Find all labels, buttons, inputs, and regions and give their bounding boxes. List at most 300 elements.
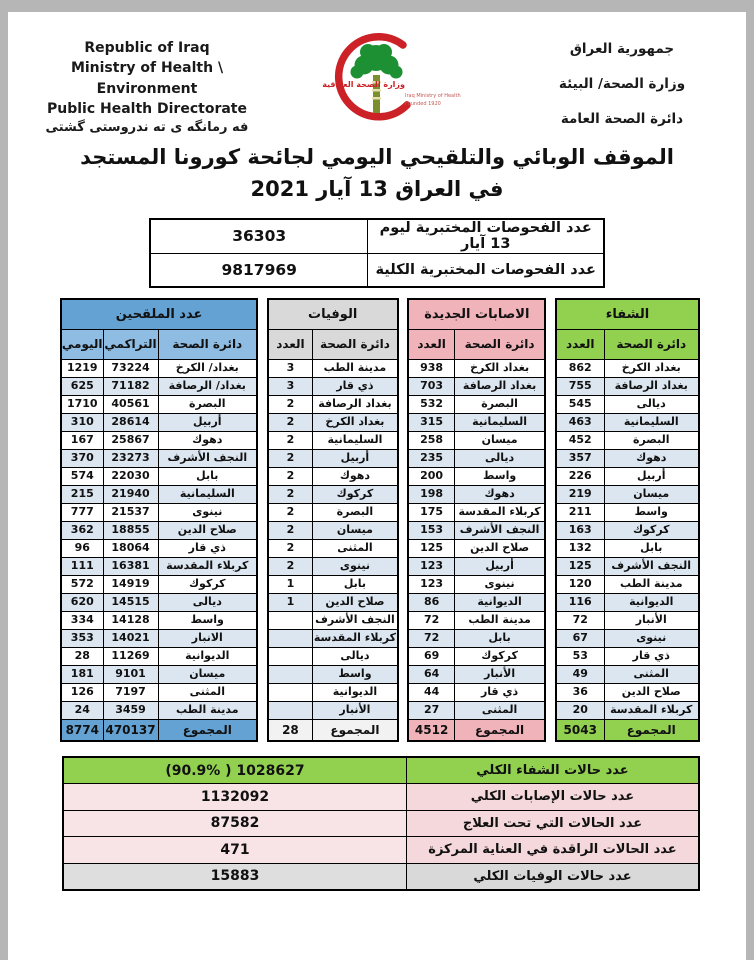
summary-row <box>63 837 699 864</box>
value-cell: 315 <box>408 413 454 431</box>
directorate-name-cell: المثنى <box>604 665 699 683</box>
directorate-name-cell: السليمانية <box>158 485 257 503</box>
table-row <box>556 521 699 539</box>
value-cell: 181 <box>61 665 103 683</box>
value-cell: 72 <box>408 629 454 647</box>
table-row <box>408 701 545 719</box>
directorate-name-cell: دهوك <box>158 431 257 449</box>
palm-tree-icon <box>351 44 403 113</box>
directorate-name-cell: بابل <box>604 539 699 557</box>
table-row <box>408 611 545 629</box>
table-row <box>61 413 257 431</box>
column-header-row <box>61 329 257 359</box>
table-row <box>408 575 545 593</box>
value-cell: 64 <box>408 665 454 683</box>
value-cell: 167 <box>61 431 103 449</box>
directorate-name-cell: نينوى <box>604 629 699 647</box>
directorate-name-cell: دهوك <box>313 467 398 485</box>
value-cell: 235 <box>408 449 454 467</box>
table-row <box>556 701 699 719</box>
value-cell: 86 <box>408 593 454 611</box>
table-title-row <box>408 299 545 329</box>
value-cell: 2 <box>268 449 313 467</box>
table-row <box>61 503 257 521</box>
column-header: اليومي <box>61 329 103 359</box>
directorate-name-cell: السليمانية <box>313 431 398 449</box>
value-cell: 755 <box>556 377 604 395</box>
value-cell: 3 <box>268 359 313 377</box>
logo-caption-founded: Founded 1920 <box>405 101 441 107</box>
value-cell: 2 <box>268 503 313 521</box>
value-cell: 111 <box>61 557 103 575</box>
table-title: الاصابات الجديدة <box>408 299 545 329</box>
value-cell: 28 <box>61 647 103 665</box>
logo-caption-english: Iraq Ministry of Health <box>405 93 461 99</box>
directorate-name-cell: ميسان <box>454 431 545 449</box>
value-cell: 2 <box>268 413 313 431</box>
summary-table <box>62 756 700 891</box>
table-row <box>556 593 699 611</box>
directorate-name-cell: كركوك <box>454 647 545 665</box>
directorate-name-cell: نينوى <box>454 575 545 593</box>
table-title-row <box>268 299 398 329</box>
value-cell: 258 <box>408 431 454 449</box>
table-row <box>268 539 398 557</box>
value-cell: 123 <box>408 557 454 575</box>
column-header: دائرة الصحة <box>158 329 257 359</box>
total-row <box>408 719 545 741</box>
directorate-name-cell: بغداد الكرخ <box>604 359 699 377</box>
directorate-name-cell: بغداد الكرخ <box>454 359 545 377</box>
value-cell: 2 <box>268 521 313 539</box>
directorate-name-cell: المثنى <box>313 539 398 557</box>
table-row <box>268 359 398 377</box>
total-label: المجموع <box>313 719 398 741</box>
table-title: الوفيات <box>268 299 398 329</box>
table-row <box>408 665 545 683</box>
table-row <box>268 557 398 575</box>
column-header-row <box>408 329 545 359</box>
total-label: المجموع <box>604 719 699 741</box>
table-row <box>268 431 398 449</box>
table-row <box>556 557 699 575</box>
directorate-name-cell: صلاح الدين <box>313 593 398 611</box>
value-cell <box>268 647 313 665</box>
table-row <box>61 485 257 503</box>
summary-value: (90.9% ) 1028627 <box>63 757 406 784</box>
directorate-name-cell: بغداد الرصافة <box>604 377 699 395</box>
directorate-name-cell: الانبار <box>158 629 257 647</box>
table-row <box>556 449 699 467</box>
directorate-name-cell: النجف الأشرف <box>158 449 257 467</box>
table-row <box>268 575 398 593</box>
directorate-name-cell: البصرة <box>454 395 545 413</box>
table-row <box>61 701 257 719</box>
value-cell: 44 <box>408 683 454 701</box>
directorate-name-cell: ديالى <box>604 395 699 413</box>
report-title-line2: في العراق 13 آيار 2021 <box>250 176 504 201</box>
directorate-name-cell: دهوك <box>604 449 699 467</box>
directorate-name-cell: صلاح الدين <box>454 539 545 557</box>
table-row <box>268 413 398 431</box>
value-cell: 334 <box>61 611 103 629</box>
value-cell: 310 <box>61 413 103 431</box>
table-row <box>556 377 699 395</box>
value-cell: 27 <box>408 701 454 719</box>
value-cell: 123 <box>408 575 454 593</box>
total-row <box>268 719 398 741</box>
table-row <box>408 431 545 449</box>
directorate-name-cell: أربيل <box>604 467 699 485</box>
directorate-name-cell: النجف الأشرف <box>454 521 545 539</box>
column-header: دائرة الصحة <box>454 329 545 359</box>
directorate-name-cell: كربلاء المقدسة <box>313 629 398 647</box>
value-cell: 96 <box>61 539 103 557</box>
directorate-name-cell: أربيل <box>158 413 257 431</box>
table-row <box>408 503 545 521</box>
table-row <box>61 539 257 557</box>
total-value-cell: 4512 <box>408 719 454 741</box>
directorate-name-cell: ميسان <box>313 521 398 539</box>
column-header: دائرة الصحة <box>604 329 699 359</box>
value-cell: 71182 <box>103 377 158 395</box>
value-cell: 126 <box>61 683 103 701</box>
table-row <box>408 485 545 503</box>
value-cell: 200 <box>408 467 454 485</box>
report-title-line1: الموقف الوبائي والتلقيحي اليومي لجائحة كورونا المستجد <box>80 145 674 169</box>
letterhead-english <box>22 30 272 138</box>
table-title: عدد الملقحين <box>61 299 257 329</box>
directorate-name-cell: واسط <box>604 503 699 521</box>
value-cell: 36 <box>556 683 604 701</box>
value-cell <box>268 629 313 647</box>
value-cell: 226 <box>556 467 604 485</box>
directorate-name-cell: مدينة الطب <box>604 575 699 593</box>
value-cell: 862 <box>556 359 604 377</box>
table-deaths-grid <box>267 298 399 742</box>
directorate-name-cell: كربلاء المقدسة <box>158 557 257 575</box>
directorate-name-cell: البصرة <box>313 503 398 521</box>
directorate-name-cell: واسط <box>454 467 545 485</box>
value-cell: 21537 <box>103 503 158 521</box>
table-vaccinated <box>62 298 258 742</box>
table-row <box>61 593 257 611</box>
table-row <box>556 431 699 449</box>
summary-row <box>63 757 699 784</box>
directorate-name-cell: أربيل <box>454 557 545 575</box>
directorate-name-cell: صلاح الدين <box>604 683 699 701</box>
value-cell: 153 <box>408 521 454 539</box>
table-recovery <box>557 298 700 742</box>
value-cell: 18064 <box>103 539 158 557</box>
value-cell: 3459 <box>103 701 158 719</box>
total-row <box>61 719 257 741</box>
summary-value: 87582 <box>63 810 406 837</box>
directorate-name-cell: بغداد/ الرصافة <box>158 377 257 395</box>
directorate-name-cell: بابل <box>313 575 398 593</box>
value-cell: 1219 <box>61 359 103 377</box>
value-cell: 2 <box>268 467 313 485</box>
value-cell: 2 <box>268 395 313 413</box>
table-row <box>268 521 398 539</box>
table-row <box>408 395 545 413</box>
value-cell: 14919 <box>103 575 158 593</box>
column-header: العدد <box>408 329 454 359</box>
table-row <box>408 377 545 395</box>
value-cell: 353 <box>61 629 103 647</box>
directorate-name-cell: كركوك <box>313 485 398 503</box>
directorate-tables <box>62 298 700 742</box>
table-title-row <box>61 299 257 329</box>
letterhead <box>8 30 746 134</box>
value-cell: 21940 <box>103 485 158 503</box>
directorate-name-cell: نينوى <box>158 503 257 521</box>
letterhead-en-line: Republic of Iraq <box>84 40 210 56</box>
total-value-cell: 5043 <box>556 719 604 741</box>
directorate-name-cell: بغداد/ الكرخ <box>158 359 257 377</box>
lab-tests-value: 36303 <box>150 219 368 253</box>
value-cell: 7197 <box>103 683 158 701</box>
directorate-name-cell: السليمانية <box>604 413 699 431</box>
value-cell: 938 <box>408 359 454 377</box>
directorate-name-cell: مدينة الطب <box>158 701 257 719</box>
directorate-name-cell: بابل <box>158 467 257 485</box>
letterhead-en-line: Ministry of Health \ Environment <box>70 60 224 97</box>
directorate-name-cell: الأنبار <box>454 665 545 683</box>
table-row <box>268 485 398 503</box>
column-header: العدد <box>556 329 604 359</box>
value-cell <box>268 701 313 719</box>
table-row <box>408 467 545 485</box>
value-cell <box>268 611 313 629</box>
letterhead-kurdish-line: فه رمانگه ی ته ندروستی گشتی <box>45 120 249 136</box>
value-cell: 49 <box>556 665 604 683</box>
value-cell: 163 <box>556 521 604 539</box>
directorate-name-cell: النجف الأشرف <box>604 557 699 575</box>
directorate-name-cell: مدينة الطب <box>313 359 398 377</box>
value-cell: 72 <box>556 611 604 629</box>
directorate-name-cell: كربلاء المقدسة <box>604 701 699 719</box>
table-row <box>556 539 699 557</box>
value-cell: 116 <box>556 593 604 611</box>
table-row <box>408 593 545 611</box>
table-row <box>61 647 257 665</box>
summary-row <box>63 863 699 890</box>
value-cell: 22030 <box>103 467 158 485</box>
table-row <box>408 413 545 431</box>
value-cell: 24 <box>61 701 103 719</box>
directorate-name-cell: كركوك <box>158 575 257 593</box>
column-header-row <box>268 329 398 359</box>
value-cell: 625 <box>61 377 103 395</box>
table-row <box>268 611 398 629</box>
value-cell: 53 <box>556 647 604 665</box>
table-row <box>556 503 699 521</box>
table-row <box>268 449 398 467</box>
value-cell: 16381 <box>103 557 158 575</box>
directorate-name-cell: بغداد الكرخ <box>313 413 398 431</box>
directorate-name-cell: صلاح الدين <box>158 521 257 539</box>
summary-label: عدد حالات الشفاء الكلي <box>406 757 699 784</box>
lab-tests-row <box>150 253 604 287</box>
lab-tests-label: عدد الفحوصات المختبرية ليوم 13 آيار <box>368 219 604 253</box>
directorate-name-cell: الديوانية <box>454 593 545 611</box>
value-cell: 532 <box>408 395 454 413</box>
table-row <box>268 503 398 521</box>
value-cell: 198 <box>408 485 454 503</box>
summary-label: عدد حالات الإصابات الكلي <box>406 784 699 811</box>
value-cell: 23273 <box>103 449 158 467</box>
directorate-name-cell: بغداد الرصافة <box>313 395 398 413</box>
value-cell: 175 <box>408 503 454 521</box>
directorate-name-cell: الديوانية <box>313 683 398 701</box>
value-cell <box>268 683 313 701</box>
directorate-name-cell: الأنبار <box>604 611 699 629</box>
value-cell: 28614 <box>103 413 158 431</box>
lab-tests-row <box>150 219 604 253</box>
table-row <box>61 665 257 683</box>
value-cell: 463 <box>556 413 604 431</box>
table-row <box>61 377 257 395</box>
table-deaths <box>269 298 399 742</box>
table-row <box>556 359 699 377</box>
directorate-name-cell: واسط <box>313 665 398 683</box>
value-cell: 357 <box>556 449 604 467</box>
table-row <box>61 575 257 593</box>
directorate-name-cell: ديالى <box>454 449 545 467</box>
value-cell: 620 <box>61 593 103 611</box>
directorate-name-cell: ميسان <box>158 665 257 683</box>
table-row <box>408 647 545 665</box>
table-recovery-grid <box>555 298 700 742</box>
value-cell: 9101 <box>103 665 158 683</box>
value-cell: 73224 <box>103 359 158 377</box>
total-label: المجموع <box>454 719 545 741</box>
value-cell: 2 <box>268 431 313 449</box>
table-vaccinated-grid <box>60 298 258 742</box>
directorate-name-cell: نينوى <box>313 557 398 575</box>
table-row <box>61 557 257 575</box>
table-row <box>268 593 398 611</box>
directorate-name-cell: كركوك <box>604 521 699 539</box>
report-page <box>8 12 746 960</box>
summary-label: عدد حالات الوفيات الكلي <box>406 863 699 890</box>
lab-tests-table <box>149 218 605 288</box>
directorate-name-cell: المثنى <box>158 683 257 701</box>
letterhead-ar-line: دائرة الصحة العامة <box>560 111 684 128</box>
lab-tests-label: عدد الفحوصات المختبرية الكلية <box>368 253 604 287</box>
table-row <box>61 611 257 629</box>
value-cell: 11269 <box>103 647 158 665</box>
summary-value: 15883 <box>63 863 406 890</box>
value-cell: 3 <box>268 377 313 395</box>
table-row <box>61 431 257 449</box>
directorate-name-cell: البصرة <box>604 431 699 449</box>
moh-logo-svg <box>321 31 463 133</box>
value-cell: 574 <box>61 467 103 485</box>
table-row <box>268 647 398 665</box>
table-row <box>408 557 545 575</box>
total-value-cell: 470137 <box>103 719 158 741</box>
report-title <box>8 142 746 205</box>
value-cell: 40561 <box>103 395 158 413</box>
table-row <box>268 467 398 485</box>
directorate-name-cell: المثنى <box>454 701 545 719</box>
column-header-row <box>556 329 699 359</box>
total-row <box>556 719 699 741</box>
value-cell: 14021 <box>103 629 158 647</box>
table-row <box>61 359 257 377</box>
directorate-name-cell: الديوانية <box>604 593 699 611</box>
value-cell: 18855 <box>103 521 158 539</box>
table-row <box>408 449 545 467</box>
value-cell: 2 <box>268 539 313 557</box>
table-row <box>408 539 545 557</box>
value-cell: 67 <box>556 629 604 647</box>
table-row <box>556 611 699 629</box>
table-title: الشفاء <box>556 299 699 329</box>
table-row <box>556 575 699 593</box>
value-cell <box>268 665 313 683</box>
column-header: العدد <box>268 329 313 359</box>
table-row <box>556 395 699 413</box>
value-cell: 125 <box>556 557 604 575</box>
table-row <box>61 629 257 647</box>
table-row <box>556 467 699 485</box>
directorate-name-cell: النجف الأشرف <box>313 611 398 629</box>
table-row <box>556 665 699 683</box>
value-cell: 1 <box>268 575 313 593</box>
table-row <box>556 647 699 665</box>
column-header: دائرة الصحة <box>313 329 398 359</box>
directorate-name-cell: بغداد الرصافة <box>454 377 545 395</box>
summary-value: 1132092 <box>63 784 406 811</box>
table-row <box>408 359 545 377</box>
value-cell: 572 <box>61 575 103 593</box>
table-row <box>408 683 545 701</box>
directorate-name-cell: واسط <box>158 611 257 629</box>
value-cell: 1 <box>268 593 313 611</box>
moh-logo-icon <box>317 30 467 134</box>
table-row <box>408 629 545 647</box>
table-infections-grid <box>407 298 546 742</box>
value-cell: 14128 <box>103 611 158 629</box>
directorate-name-cell: ديالى <box>158 593 257 611</box>
value-cell: 215 <box>61 485 103 503</box>
directorate-name-cell: كربلاء المقدسة <box>454 503 545 521</box>
value-cell: 20 <box>556 701 604 719</box>
directorate-name-cell: ميسان <box>604 485 699 503</box>
value-cell: 219 <box>556 485 604 503</box>
value-cell: 120 <box>556 575 604 593</box>
value-cell: 370 <box>61 449 103 467</box>
value-cell: 545 <box>556 395 604 413</box>
directorate-name-cell: البصرة <box>158 395 257 413</box>
directorate-name-cell: ديالى <box>313 647 398 665</box>
value-cell: 2 <box>268 485 313 503</box>
value-cell: 132 <box>556 539 604 557</box>
table-title-row <box>556 299 699 329</box>
table-infections <box>409 298 546 742</box>
value-cell: 777 <box>61 503 103 521</box>
table-row <box>556 629 699 647</box>
table-row <box>556 413 699 431</box>
logo-caption-arabic: وزارة الصحة العراقية <box>322 80 405 89</box>
directorate-name-cell: الأنبار <box>313 701 398 719</box>
letterhead-en-line: Public Health Directorate <box>47 100 247 117</box>
table-row <box>268 701 398 719</box>
table-row <box>268 395 398 413</box>
